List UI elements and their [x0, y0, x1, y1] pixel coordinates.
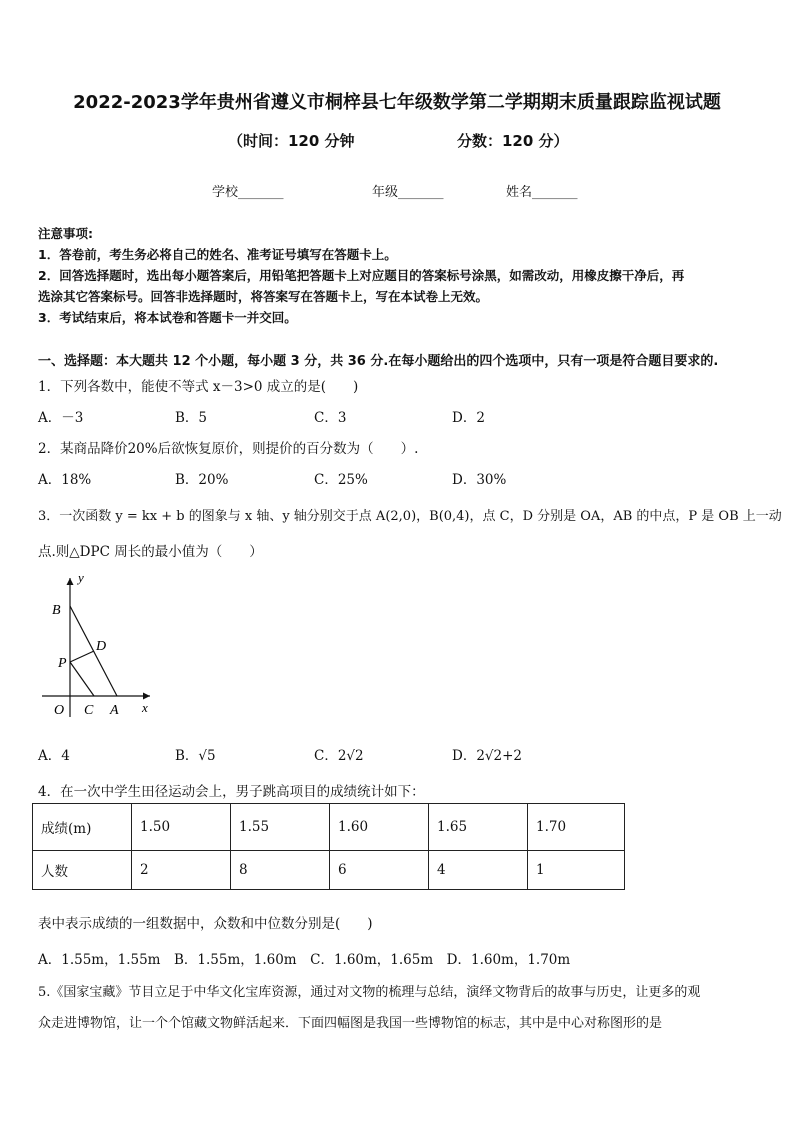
table-cell: 1.60 [330, 804, 429, 851]
y-axis-arrow [67, 578, 74, 585]
question-3-stem-line1: 3．一次函数 y = kx + b 的图象与 x 轴、y 轴分别交于点 A(2,0)，B(0,4)，点 C，D 分别是 OA，AB 的中点，P 是 OB 上一动 [38, 509, 782, 524]
table-cell: 4 [429, 851, 528, 890]
question-4-stem: 4．在一次中学生田径运动会上，男子跳高项目的成绩统计如下： [38, 784, 425, 800]
q1-option-c: C．3 [314, 410, 347, 426]
question-3-stem-line2: 点.则△DPC 周长的最小值为（ ） [38, 544, 263, 560]
label-y: y [78, 572, 84, 585]
question-5-line2: 众走进博物馆，让一个个馆藏文物鲜活起来．下面四幅图是我国一些博物馆的标志，其中是中心对称图形的是 [38, 1016, 663, 1031]
table-cell: 人数 [33, 851, 132, 890]
table-cell: 6 [330, 851, 429, 890]
q2-option-a: A．18% [38, 472, 92, 488]
label-o: O [54, 703, 65, 718]
exam-title: 2022-2023学年贵州省遵义市桐梓县七年级数学第二学期期末质量跟踪监视试题 [73, 92, 721, 113]
q1-option-a: A．－3 [38, 410, 84, 426]
q3-option-a: A．4 [38, 748, 70, 764]
label-d: D [96, 639, 107, 654]
table-cell: 1.65 [429, 804, 528, 851]
table-row [33, 804, 625, 851]
table-cell: 1.55 [231, 804, 330, 851]
label-b: B [52, 603, 61, 618]
exam-time: （时间：120 分钟 [228, 132, 355, 150]
label-p: P [58, 656, 67, 671]
q2-option-c: C．25% [314, 472, 368, 488]
table-row [33, 851, 625, 890]
grade-field: 年级_______ [372, 185, 444, 200]
school-field: 学校_______ [212, 185, 284, 200]
question-1-stem: 1．下列各数中，能使不等式 x－3>0 成立的是( ) [38, 379, 359, 395]
notice-heading: 注意事项: [38, 226, 93, 241]
table-cell: 成绩(m) [33, 804, 132, 851]
q3-option-c: C．2√2 [314, 748, 364, 764]
q4-options: A．1.55m，1.55m B．1.55m，1.60m C．1.60m，1.65m D．1.60m，1.70m [38, 952, 571, 968]
notice-item: 1．答卷前，考生务必将自己的姓名、准考证号填写在答题卡上。 [38, 247, 397, 262]
table-cell: 8 [231, 851, 330, 890]
q2-option-b: B．20% [175, 472, 229, 488]
q2-option-d: D．30% [452, 472, 507, 488]
label-c: C [84, 703, 94, 718]
label-a: A [110, 703, 119, 718]
table-cell: 1 [528, 851, 625, 890]
section-heading: 一、选择题：本大题共 12 个小题，每小题 3 分，共 36 分.在每小题给出的四个选项中，只有一项是符合题目要求的. [38, 354, 719, 369]
label-x: x [142, 700, 148, 715]
q1-option-b: B．5 [175, 410, 208, 426]
question-2-stem: 2．某商品降价20%后欲恢复原价，则提价的百分数为（ ）. [38, 441, 419, 457]
question-4-question: 表中表示成绩的一组数据中，众数和中位数分别是( ) [38, 916, 373, 932]
table-cell: 1.70 [528, 804, 625, 851]
name-field: 姓名_______ [506, 185, 578, 200]
q3-coordinate-figure [38, 572, 168, 722]
x-axis-arrow [143, 693, 150, 700]
table-cell: 2 [132, 851, 231, 890]
segment-pd [70, 651, 94, 662]
q3-option-d: D．2√2+2 [452, 748, 523, 764]
table-cell: 1.50 [132, 804, 231, 851]
question-5-line1: 5.《国家宝藏》节目立足于中华文化宝库资源，通过对文物的梳理与总结，演绎文物背后的故事与历史，让更多的观 [38, 985, 701, 1000]
notice-item: 3．考试结束后，将本试卷和答题卡一并交回。 [38, 310, 297, 325]
q3-option-b: B．√5 [175, 748, 216, 764]
high-jump-score-table [32, 803, 625, 890]
segment-pc [70, 662, 94, 696]
q1-option-d: D．2 [452, 410, 485, 426]
notice-item: 2．回答选择题时，选出每小题答案后，用铅笔把答题卡上对应题目的答案标号涂黑，如需改动，用橡皮擦干净后，再 [38, 268, 685, 283]
exam-score: 分数：120 分） [457, 132, 569, 150]
notice-item: 选涂其它答案标号。回答非选择题时，将答案写在答题卡上，写在本试卷上无效。 [38, 289, 489, 304]
